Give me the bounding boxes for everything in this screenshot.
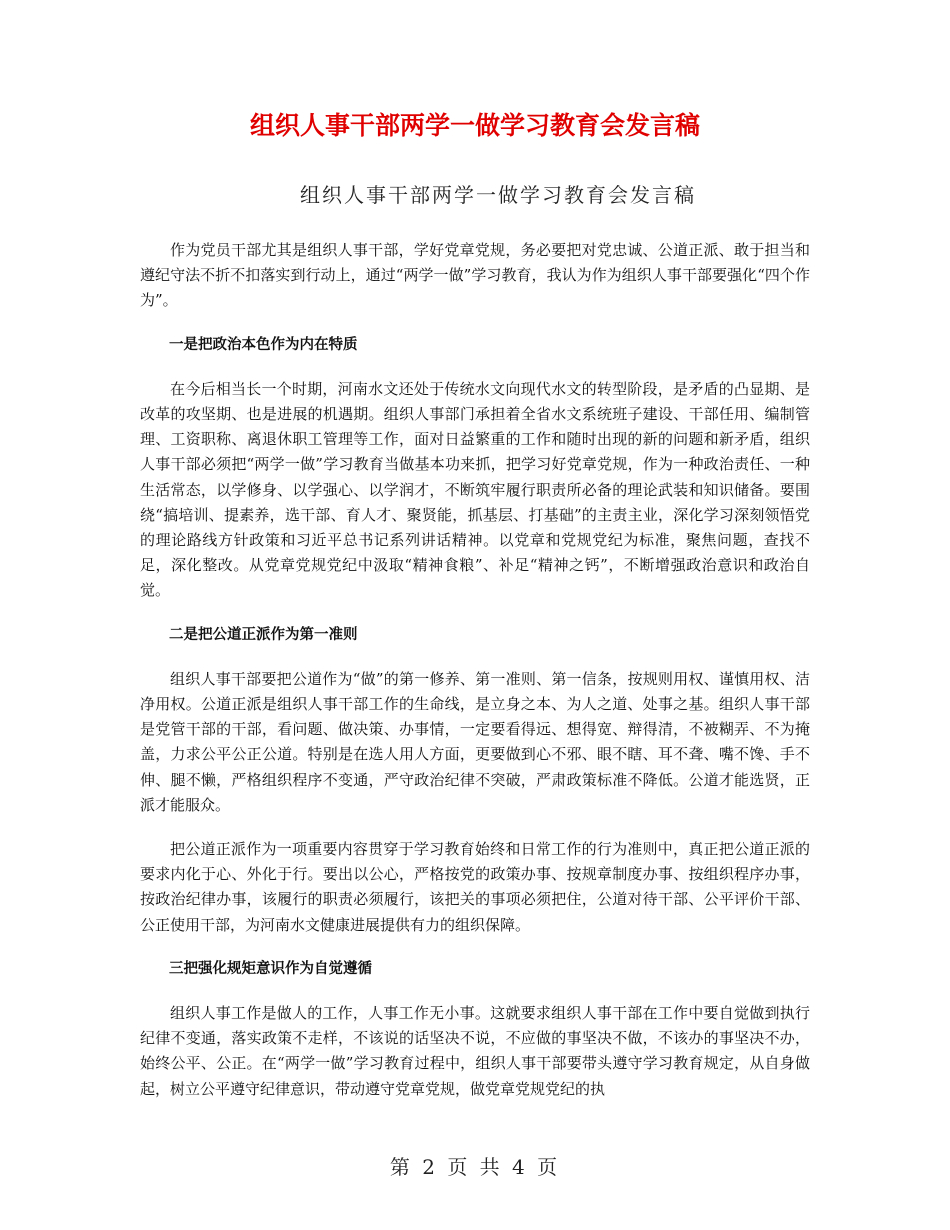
section-2-paragraph-2: 把公道正派作为一项重要内容贯穿于学习教育始终和日常工作的行为准则中，真正把公道正派的要求内化于心、外化于行。要出以公心，严格按党的政策办事、按规章制度办事、按组织程序办事，按政治纪律办事，该履行的职责必须履行，该把关的事项必须把住，公道对待干部、公平评价干部、公正使用干部，为河南水文健康进展提供有力的组织保障。 (140, 840, 810, 934)
document-subtitle: 组织人事干部两学一做学习教育会发言稿 (300, 183, 696, 207)
section-heading-1: 一是把政治本色作为内在特质 (169, 336, 358, 353)
document-body (140, 238, 810, 1102)
page-number-footer: 第 2 页 共 4 页 (389, 1155, 561, 1179)
section-2-paragraph-1: 组织人事干部要把公道作为“做”的第一修养、第一准则、第一信条，按规则用权、谨慎用权、洁净用权。公道正派是组织人事干部工作的生命线，是立身之本、为人之道、处事之基。组织人事干部是党管干部的干部，看问题、做决策、办事情，一定要看得远、想得宽、辩得清，不被糊弄、不为掩盖，力求公平公正公道。特别是在选人用人方面，更要做到心不邪、眼不瞎、耳不聋、嘴不馋、手不伸、腿不懒，严格组织程序不变通，严守政治纪律不突破，严肃政策标准不降低。公道才能选贤，正派才能服众。 (140, 669, 810, 814)
section-1-paragraph: 在今后相当长一个时期，河南水文还处于传统水文向现代水文的转型阶段，是矛盾的凸显期、是改革的攻坚期、也是进展的机遇期。组织人事部门承担着全省水文系统班子建设、干部任用、编制管理、工资职称、离退休职工管理等工作，面对日益繁重的工作和随时出现的新的问题和新矛盾，组织人事干部必须把“两学一做”学习教育当做基本功来抓，把学习好党章党规，作为一种政治责任、一种生活常态，以学修身、以学强心、以学润才，不断筑牢履行职责所必备的理论武装和知识储备。要围绕“搞培训、提素养，选干部、育人才、聚贤能，抓基层、打基础”的主责主业，深化学习深刻领悟党的理论路线方针政策和习近平总书记系列讲话精神。以党章和党规党纪为标准，聚焦问题，查找不足，深化整改。从党章党规党纪中汲取“精神食粮”、补足“精神之钙”，不断增强政治意识和政治自觉。 (140, 379, 810, 600)
document-title: 组织人事干部两学一做学习教育会发言稿 (249, 111, 700, 140)
section-3-paragraph: 组织人事工作是做人的工作，人事工作无小事。这就要求组织人事干部在工作中要自觉做到执行纪律不变通，落实政策不走样，不该说的话坚决不说，不应做的事坚决不做，不该办的事坚决不办，始终公平、公正。在“两学一做”学习教育过程中，组织人事干部要带头遵守学习教育规定，从自身做起，树立公平遵守纪律意识，带动遵守党章党规，做党章党规党纪的执 (140, 1004, 810, 1098)
section-heading-3: 三把强化规矩意识作为自觉遵循 (169, 960, 372, 977)
intro-paragraph: 作为党员干部尤其是组织人事干部，学好党章党规，务必要把对党忠诚、公道正派、敢于担当和遵纪守法不折不扣落实到行动上，通过“两学一做”学习教育，我认为作为组织人事干部要强化“四个作为”。 (140, 241, 810, 310)
section-heading-2: 二是把公道正派作为第一准则 (169, 626, 358, 643)
